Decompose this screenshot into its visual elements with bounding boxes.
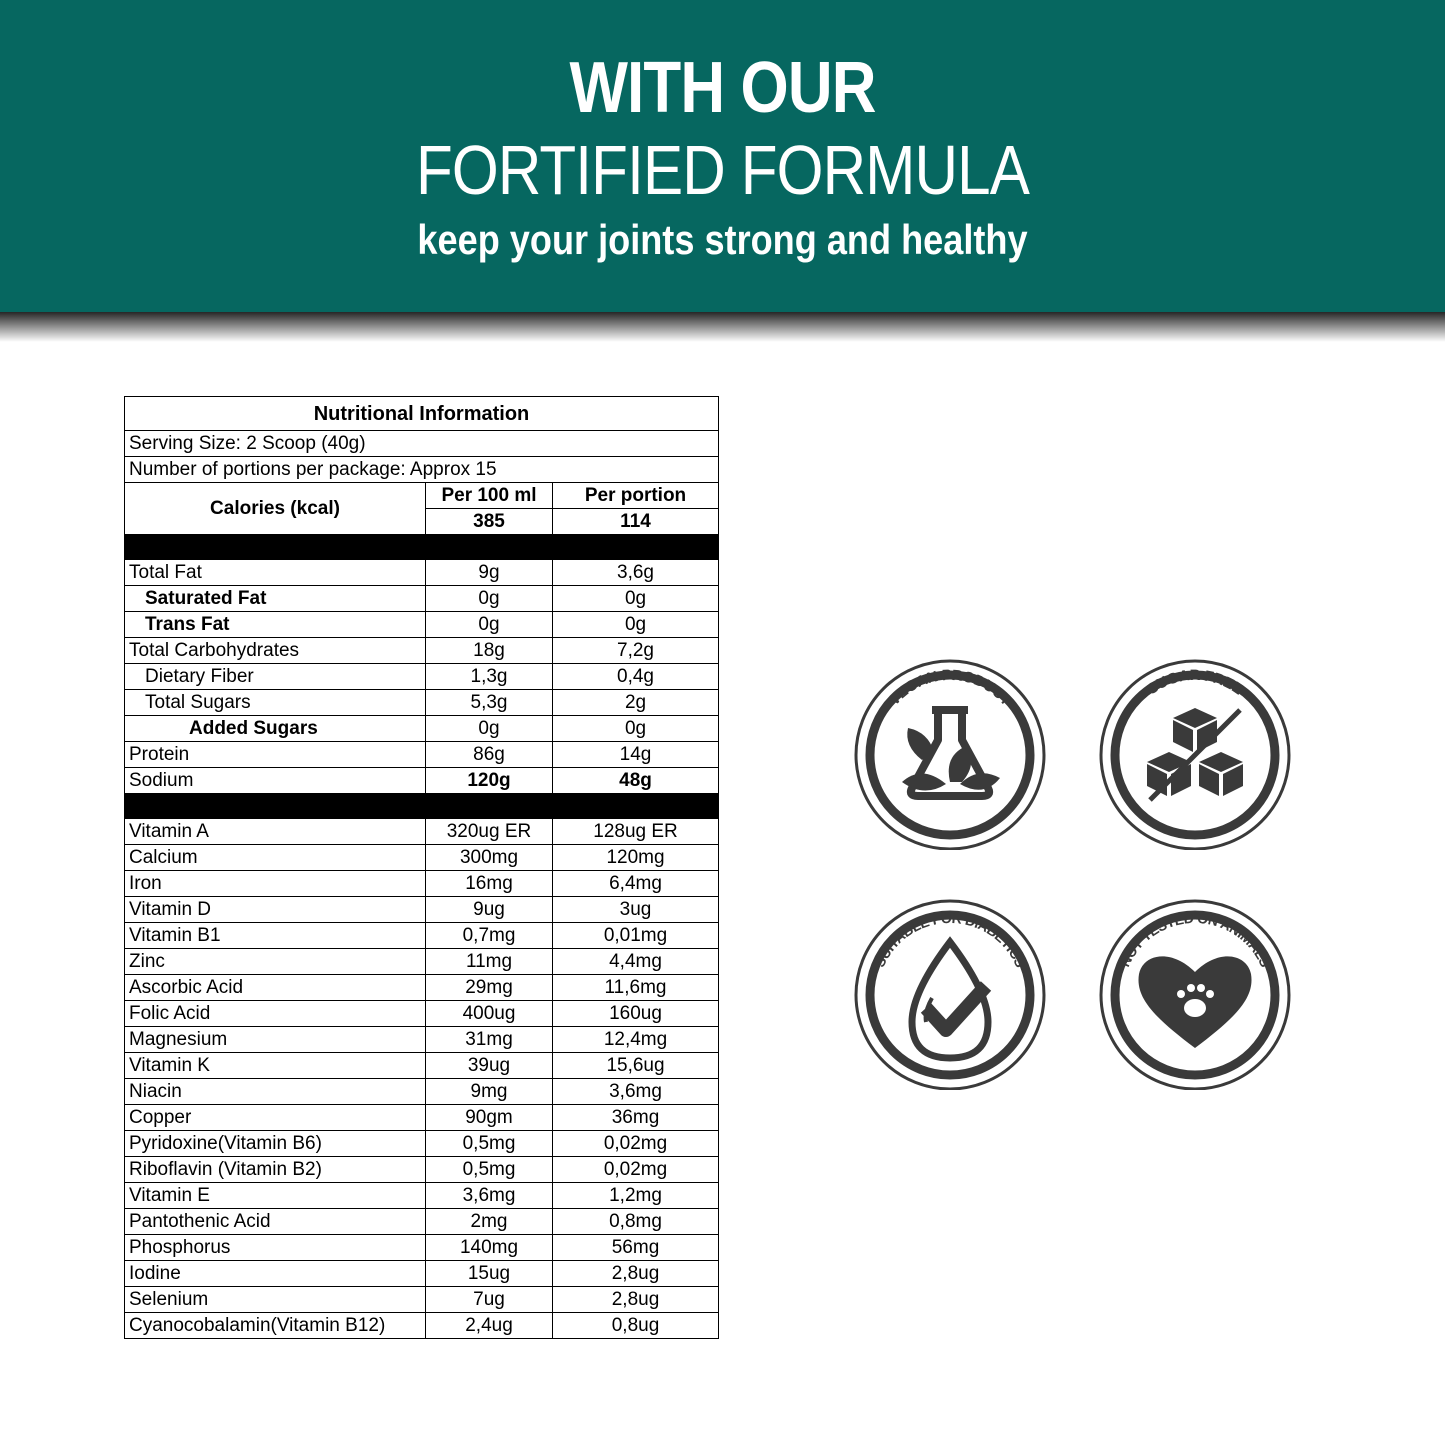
nutrient-per100: 0,5mg: [426, 1157, 553, 1183]
nutrient-portion: 0g: [553, 716, 719, 742]
micro-row: [125, 1235, 719, 1261]
micro-row: [125, 1209, 719, 1235]
micro-row: [125, 949, 719, 975]
nutrient-portion: 2,8ug: [553, 1287, 719, 1313]
nutrient-name: Protein: [125, 742, 426, 768]
banner-shadow: [0, 312, 1445, 342]
nutrient-per100: 11mg: [426, 949, 553, 975]
nutrient-per100: 0g: [426, 612, 553, 638]
col-per100-header: Per 100 ml: [426, 483, 553, 509]
nutrient-per100: 320ug ER: [426, 819, 553, 845]
nutrient-name: Added Sugars: [125, 716, 426, 742]
nutrient-portion: 12,4mg: [553, 1027, 719, 1053]
nutrient-name: Total Fat: [125, 560, 426, 586]
macro-row: [125, 612, 719, 638]
nutrient-per100: 0,7mg: [426, 923, 553, 949]
micro-row: [125, 845, 719, 871]
micro-row: [125, 819, 719, 845]
nutrient-name: Folic Acid: [125, 1001, 426, 1027]
nutrient-portion: 15,6ug: [553, 1053, 719, 1079]
nutrient-portion: 2,8ug: [553, 1261, 719, 1287]
nutrient-name: Niacin: [125, 1079, 426, 1105]
badge-label: NOT TESTED ON ANIMALS: [1116, 909, 1274, 970]
portions-text: Number of portions per package: Approx 15: [125, 457, 719, 483]
nutrient-per100: 0,5mg: [426, 1131, 553, 1157]
micro-row: [125, 1105, 719, 1131]
macro-row: [125, 560, 719, 586]
nutrient-name: Dietary Fiber: [125, 664, 426, 690]
macro-row: [125, 690, 719, 716]
nutrient-portion: 3,6mg: [553, 1079, 719, 1105]
nutrient-portion: 0,8mg: [553, 1209, 719, 1235]
nutrient-name: Vitamin B1: [125, 923, 426, 949]
badge-label: VEGAN PRODUCT: [885, 666, 1015, 709]
table-title-row: [125, 397, 719, 431]
divider-row-1: [125, 535, 719, 560]
headline-line2: FORTIFIED FORMULA: [415, 131, 1030, 209]
flask-leaf-icon: [850, 650, 1050, 850]
badge-label: SUITABLE FOR DIABETICS: [871, 909, 1029, 970]
macro-row: [125, 586, 719, 612]
micro-row: [125, 1287, 719, 1313]
nutrient-name: Total Carbohydrates: [125, 638, 426, 664]
nutrient-portion: 3,6g: [553, 560, 719, 586]
nutrient-name: Vitamin D: [125, 897, 426, 923]
macro-row: [125, 742, 719, 768]
calories-per100: 385: [426, 509, 553, 535]
badge-sugar-free: [1095, 650, 1295, 850]
micro-row: [125, 975, 719, 1001]
micro-row: [125, 1157, 719, 1183]
nutrient-per100: 15ug: [426, 1261, 553, 1287]
badge-vegan: [850, 650, 1050, 850]
nutrient-per100: 300mg: [426, 845, 553, 871]
micro-row: [125, 923, 719, 949]
nutrient-per100: 0g: [426, 716, 553, 742]
nutrient-name: Cyanocobalamin(Vitamin B12): [125, 1313, 426, 1339]
col-portion-header: Per portion: [553, 483, 719, 509]
micro-row: [125, 897, 719, 923]
divider-row-2: [125, 794, 719, 819]
svg-text:SUGAR FREE: [1144, 667, 1246, 699]
nutrient-name: Copper: [125, 1105, 426, 1131]
sugar-cubes-crossed-icon: [1095, 650, 1295, 850]
nutrient-portion: 7,2g: [553, 638, 719, 664]
nutrient-per100: 140mg: [426, 1235, 553, 1261]
nutrient-portion: 3ug: [553, 897, 719, 923]
nutrient-portion: 0,02mg: [553, 1131, 719, 1157]
micro-row: [125, 871, 719, 897]
nutrient-per100: 120g: [426, 768, 553, 794]
nutrient-per100: 5,3g: [426, 690, 553, 716]
nutrient-portion: 120mg: [553, 845, 719, 871]
nutrient-name: Vitamin A: [125, 819, 426, 845]
nutrient-per100: 29mg: [426, 975, 553, 1001]
nutrient-name: Ascorbic Acid: [125, 975, 426, 1001]
nutrient-name: Iron: [125, 871, 426, 897]
macro-row: [125, 638, 719, 664]
nutrient-name: Magnesium: [125, 1027, 426, 1053]
nutrient-per100: 31mg: [426, 1027, 553, 1053]
badge-label: SUGAR FREE: [1144, 666, 1246, 699]
micro-row: [125, 1261, 719, 1287]
nutrient-name: Zinc: [125, 949, 426, 975]
nutrient-portion: 56mg: [553, 1235, 719, 1261]
nutrition-table: [124, 396, 719, 1339]
nutrient-portion: 0,8ug: [553, 1313, 719, 1339]
nutrient-per100: 0g: [426, 586, 553, 612]
nutrient-per100: 16mg: [426, 871, 553, 897]
nutrient-per100: 90gm: [426, 1105, 553, 1131]
serving-size: Serving Size: 2 Scoop (40g): [125, 431, 719, 457]
nutrient-portion: 2g: [553, 690, 719, 716]
nutrient-name: Saturated Fat: [125, 586, 426, 612]
calories-label: Calories (kcal): [125, 483, 426, 535]
macro-row: [125, 768, 719, 794]
micro-row: [125, 1001, 719, 1027]
nutrient-per100: 3,6mg: [426, 1183, 553, 1209]
nutrient-name: Pantothenic Acid: [125, 1209, 426, 1235]
micro-row: [125, 1183, 719, 1209]
nutrient-portion: 48g: [553, 768, 719, 794]
nutrient-name: Selenium: [125, 1287, 426, 1313]
heart-paw-icon: [1095, 890, 1295, 1090]
badge-diabetics: [850, 890, 1050, 1090]
nutrient-portion: 0,4g: [553, 664, 719, 690]
nutrient-name: Iodine: [125, 1261, 426, 1287]
nutrient-name: Calcium: [125, 845, 426, 871]
nutrient-portion: 0,01mg: [553, 923, 719, 949]
nutrient-per100: 2mg: [426, 1209, 553, 1235]
badge-not-tested: [1095, 890, 1295, 1090]
header-banner: [0, 0, 1445, 312]
nutrient-per100: 86g: [426, 742, 553, 768]
nutrient-portion: 11,6mg: [553, 975, 719, 1001]
nutrient-name: Vitamin E: [125, 1183, 426, 1209]
micro-row: [125, 1027, 719, 1053]
nutrient-per100: 1,3g: [426, 664, 553, 690]
nutrient-portion: 14g: [553, 742, 719, 768]
nutrient-per100: 9ug: [426, 897, 553, 923]
nutrient-name: Vitamin K: [125, 1053, 426, 1079]
nutrient-portion: 6,4mg: [553, 871, 719, 897]
micro-row: [125, 1053, 719, 1079]
table-title: Nutritional Information: [125, 397, 719, 431]
nutrient-name: Phosphorus: [125, 1235, 426, 1261]
calories-portion: 114: [553, 509, 719, 535]
nutrient-name: Trans Fat: [125, 612, 426, 638]
badge-grid: [850, 650, 1300, 1070]
macro-row: [125, 716, 719, 742]
nutrient-name: Pyridoxine(Vitamin B6): [125, 1131, 426, 1157]
nutrient-portion: 0,02mg: [553, 1157, 719, 1183]
micro-row: [125, 1313, 719, 1339]
nutrient-per100: 2,4ug: [426, 1313, 553, 1339]
nutrient-portion: 0g: [553, 586, 719, 612]
header-row: [125, 483, 719, 509]
nutrient-per100: 39ug: [426, 1053, 553, 1079]
nutrient-per100: 9g: [426, 560, 553, 586]
serving-size-row: [125, 431, 719, 457]
nutrient-portion: 160ug: [553, 1001, 719, 1027]
micro-row: [125, 1079, 719, 1105]
nutrient-portion: 1,2mg: [553, 1183, 719, 1209]
nutrient-per100: 7ug: [426, 1287, 553, 1313]
portions-row: [125, 457, 719, 483]
nutrient-portion: 4,4mg: [553, 949, 719, 975]
nutrient-name: Sodium: [125, 768, 426, 794]
headline-line1: WITH OUR: [569, 48, 876, 128]
micro-row: [125, 1131, 719, 1157]
drop-check-icon: [850, 890, 1050, 1090]
nutrient-portion: 36mg: [553, 1105, 719, 1131]
nutrient-name: Total Sugars: [125, 690, 426, 716]
nutrient-portion: 0g: [553, 612, 719, 638]
headline-tagline: keep your joints strong and healthy: [417, 216, 1028, 263]
nutrient-name: Riboflavin (Vitamin B2): [125, 1157, 426, 1183]
nutrient-portion: 128ug ER: [553, 819, 719, 845]
nutrient-per100: 9mg: [426, 1079, 553, 1105]
macro-row: [125, 664, 719, 690]
nutrient-per100: 400ug: [426, 1001, 553, 1027]
nutrient-per100: 18g: [426, 638, 553, 664]
